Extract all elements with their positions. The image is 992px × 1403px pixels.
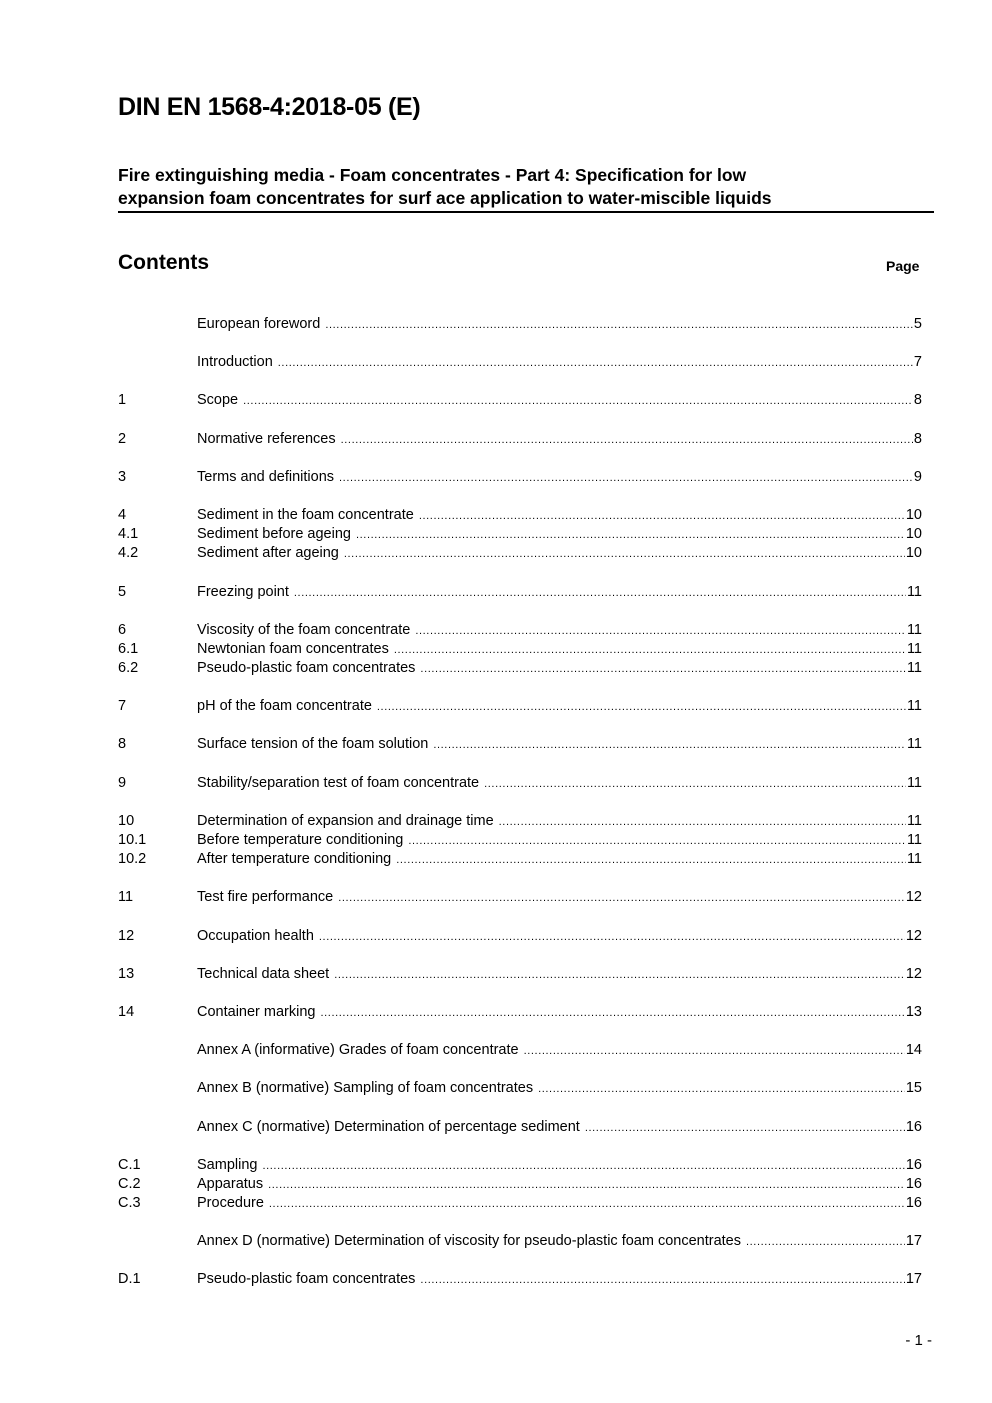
toc-group: [118, 697, 922, 716]
toc-entry-number: 9: [118, 774, 127, 791]
page-column-heading: Page: [886, 258, 920, 274]
toc-entry-title: Freezing point: [197, 583, 289, 600]
toc-entry-title: Pseudo-plastic foam concentrates: [197, 1271, 416, 1288]
toc-entry-page: 11: [906, 832, 922, 848]
toc-dot-leader: [484, 775, 906, 794]
toc-dot-leader: [415, 622, 906, 641]
toc-entry-number: 7: [118, 698, 127, 715]
toc-group: [118, 1079, 922, 1098]
toc-entry-title: Determination of expansion and drainage time: [197, 812, 494, 829]
toc-entry-page: 13: [905, 1003, 922, 1020]
toc-entry-page: 11: [906, 774, 922, 791]
toc-entry-number: 4.2: [118, 545, 139, 562]
toc-entry[interactable]: [118, 391, 922, 410]
toc-entry-title: Occupation health: [197, 927, 314, 944]
toc-dot-leader: [320, 1004, 904, 1023]
document-id: DIN EN 1568-4:2018-05 (E): [118, 93, 421, 121]
toc-entry-title: Viscosity of the foam concentrate: [197, 621, 411, 638]
toc-dot-leader: [419, 507, 905, 526]
toc-entry-page: 10: [905, 545, 922, 562]
toc-dot-leader: [334, 966, 905, 985]
toc-entry-number: C.3: [118, 1195, 141, 1212]
toc-dot-leader: [243, 392, 913, 411]
toc-entry-page: 17: [905, 1233, 922, 1250]
toc-entry[interactable]: [118, 640, 922, 659]
toc-entry-page: 8: [913, 430, 922, 447]
toc-entry[interactable]: [118, 927, 922, 946]
toc-entry-page: 11: [906, 736, 922, 753]
toc-entry-title: Terms and definitions: [197, 468, 335, 485]
title-line-1: Fire extinguishing media - Foam concentrates - Part 4: Specification for low: [118, 165, 747, 185]
title-line-2: expansion foam concentrates for surf ace application to water-miscible liquids: [118, 188, 772, 208]
contents-heading: Contents: [118, 251, 209, 274]
toc-entry-number: 4.1: [118, 526, 139, 543]
toc-group: [118, 468, 922, 487]
toc-group: [118, 430, 922, 449]
toc-entry[interactable]: [118, 1118, 922, 1137]
toc-entry[interactable]: [118, 1232, 922, 1251]
toc-entry-page: 16: [905, 1175, 922, 1192]
toc-dot-leader: [746, 1233, 905, 1252]
toc-group: [118, 1156, 922, 1214]
toc-entry-title: European foreword: [197, 316, 321, 332]
toc-entry[interactable]: [118, 888, 922, 907]
toc-entry[interactable]: [118, 1003, 922, 1022]
toc-entry-page: 12: [905, 927, 922, 944]
toc-entry-title: Pseudo-plastic foam concentrates: [197, 660, 416, 677]
toc-entry-number: C.1: [118, 1156, 141, 1173]
toc-dot-leader: [394, 641, 906, 660]
toc-group: [118, 888, 922, 907]
toc-group: [118, 621, 922, 679]
toc-entry-number: 11: [118, 889, 134, 906]
toc-entry-title: Introduction: [197, 354, 273, 371]
toc-entry-page: 11: [906, 583, 922, 600]
toc-dot-leader: [524, 1042, 905, 1061]
toc-entry-number: 10.1: [118, 832, 147, 848]
toc-dot-leader: [344, 545, 905, 564]
table-of-contents: [118, 315, 922, 1309]
toc-group: [118, 315, 922, 334]
toc-entry-title: After temperature conditioning: [197, 851, 392, 868]
toc-dot-leader: [499, 813, 906, 832]
toc-group: [118, 927, 922, 946]
toc-group: [118, 774, 922, 793]
toc-entry[interactable]: [118, 506, 922, 525]
page-number-footer: - 1 -: [905, 1332, 932, 1349]
toc-entry-title: Sediment in the foam concentrate: [197, 506, 414, 523]
toc-entry[interactable]: [118, 735, 922, 754]
toc-group: [118, 1270, 922, 1289]
toc-dot-leader: [339, 469, 913, 488]
toc-group: [118, 812, 922, 870]
toc-dot-leader: [262, 1157, 904, 1176]
toc-entry-page: 11: [906, 851, 922, 868]
toc-dot-leader: [420, 660, 906, 679]
toc-entry-number: 6.2: [118, 660, 139, 677]
toc-group: [118, 1003, 922, 1022]
toc-group: [118, 391, 922, 410]
toc-entry[interactable]: [118, 544, 922, 563]
toc-entry-page: 10: [905, 526, 922, 543]
toc-entry-page: 11: [906, 621, 922, 638]
toc-entry-title: Technical data sheet: [197, 965, 330, 982]
document-title: [118, 164, 934, 213]
toc-entry-page: 8: [913, 392, 922, 409]
toc-entry-title: Normative references: [197, 430, 336, 447]
toc-entry[interactable]: [118, 1041, 922, 1060]
toc-entry-title: Sampling: [197, 1156, 258, 1173]
toc-entry-page: 16: [905, 1156, 922, 1173]
toc-entry-page: 17: [905, 1271, 922, 1288]
toc-group: [118, 1041, 922, 1060]
toc-entry-number: 6.1: [118, 640, 139, 657]
toc-entry-title: Test fire performance: [197, 889, 334, 906]
toc-entry-page: 16: [905, 1195, 922, 1212]
toc-entry-title: Sediment after ageing: [197, 545, 339, 562]
toc-entry-number: 6: [118, 621, 127, 638]
toc-entry-page: 10: [905, 506, 922, 523]
toc-entry-number: C.2: [118, 1175, 141, 1192]
toc-entry-number: 14: [118, 1003, 135, 1020]
toc-dot-leader: [538, 1080, 905, 1099]
toc-dot-leader: [396, 851, 906, 870]
toc-entry-page: 16: [905, 1118, 922, 1135]
toc-entry-title: Stability/separation test of foam concentrate: [197, 774, 480, 791]
toc-entry[interactable]: [118, 315, 922, 334]
toc-dot-leader: [377, 698, 906, 717]
toc-entry-page: 12: [905, 965, 922, 982]
toc-dot-leader: [433, 736, 906, 755]
toc-entry[interactable]: [118, 430, 922, 449]
toc-group: [118, 583, 922, 602]
toc-entry[interactable]: [118, 353, 922, 372]
toc-entry[interactable]: [118, 812, 922, 831]
toc-entry-number: D.1: [118, 1271, 141, 1288]
toc-group: [118, 506, 922, 564]
toc-entry-title: Surface tension of the foam solution: [197, 736, 429, 753]
toc-entry-title: pH of the foam concentrate: [197, 698, 372, 715]
toc-group: [118, 1232, 922, 1251]
toc-entry-page: 11: [906, 640, 922, 657]
toc-entry-title: Procedure: [197, 1195, 264, 1212]
toc-entry[interactable]: [118, 659, 922, 678]
toc-entry-page: 12: [905, 889, 922, 906]
toc-group: [118, 735, 922, 754]
toc-entry-title: Container marking: [197, 1003, 316, 1020]
toc-entry-page: 11: [906, 698, 922, 715]
toc-entry-number: 10.2: [118, 851, 147, 868]
toc-entry-title: Annex A (informative) Grades of foam concentrate: [197, 1042, 519, 1059]
toc-dot-leader: [269, 1195, 905, 1214]
toc-entry[interactable]: [118, 468, 922, 487]
toc-entry[interactable]: [118, 1270, 922, 1289]
toc-entry-title: Annex C (normative) Determination of percentage sediment: [197, 1118, 580, 1135]
toc-entry-title: Annex D (normative) Determination of viscosity for pseudo-plastic foam concentrates: [197, 1233, 741, 1250]
toc-entry-number: 5: [118, 583, 127, 600]
toc-entry-number: 2: [118, 430, 127, 447]
toc-entry[interactable]: [118, 774, 922, 793]
toc-dot-leader: [420, 1271, 904, 1290]
toc-entry-title: Scope: [197, 392, 239, 409]
toc-dot-leader: [338, 889, 905, 908]
toc-entry[interactable]: [118, 1156, 922, 1175]
toc-entry-page: 5: [913, 316, 922, 332]
toc-entry[interactable]: [118, 621, 922, 640]
toc-dot-leader: [268, 1176, 905, 1195]
toc-entry-page: 11: [906, 812, 922, 829]
toc-entry[interactable]: [118, 850, 922, 869]
toc-entry-page: 14: [905, 1042, 922, 1059]
toc-dot-leader: [294, 584, 906, 603]
toc-entry-number: 3: [118, 468, 127, 485]
toc-entry-title: Annex B (normative) Sampling of foam concentrates: [197, 1080, 534, 1097]
toc-entry[interactable]: [118, 697, 922, 716]
toc-entry-page: 7: [913, 354, 922, 371]
toc-entry-number: 1: [118, 392, 127, 409]
toc-entry-title: Newtonian foam concentrates: [197, 640, 389, 657]
toc-entry-title: Apparatus: [197, 1175, 264, 1192]
toc-dot-leader: [319, 928, 905, 947]
toc-dot-leader: [325, 316, 913, 335]
toc-group: [118, 965, 922, 984]
toc-entry-number: 4: [118, 506, 127, 523]
toc-entry[interactable]: [118, 583, 922, 602]
toc-entry-page: 11: [906, 660, 922, 677]
toc-entry[interactable]: [118, 525, 922, 544]
toc-group: [118, 1118, 922, 1137]
toc-entry-number: 12: [118, 927, 135, 944]
toc-group: [118, 353, 922, 372]
toc-entry-number: 10: [118, 812, 135, 829]
toc-entry-title: Before temperature conditioning: [197, 832, 404, 848]
toc-entry[interactable]: [118, 1175, 922, 1194]
toc-entry[interactable]: [118, 831, 922, 850]
toc-entry-page: 9: [913, 468, 922, 485]
toc-dot-leader: [585, 1119, 905, 1138]
toc-entry[interactable]: [118, 1079, 922, 1098]
toc-dot-leader: [356, 526, 905, 545]
toc-dot-leader: [408, 832, 906, 851]
toc-entry[interactable]: [118, 1194, 922, 1213]
toc-entry-number: 13: [118, 965, 135, 982]
toc-entry-number: 8: [118, 736, 127, 753]
toc-entry-page: 15: [905, 1080, 922, 1097]
toc-entry-title: Sediment before ageing: [197, 526, 351, 543]
toc-dot-leader: [341, 431, 913, 450]
toc-entry[interactable]: [118, 965, 922, 984]
toc-dot-leader: [278, 354, 913, 373]
